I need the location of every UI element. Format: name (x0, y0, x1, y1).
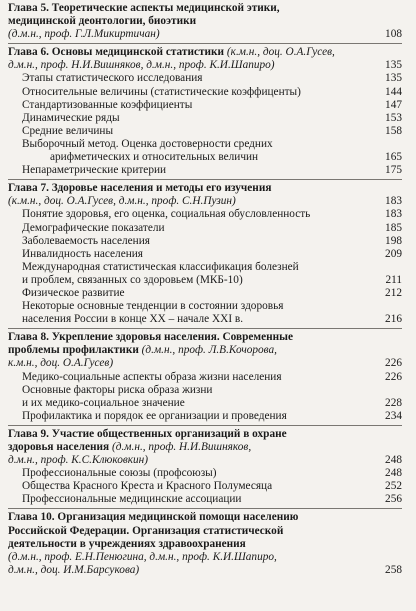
entry-title-continuation: и проблем, связанных со здоровьем (МКБ-10) (22, 273, 243, 286)
entry-title: Профессиональные медицинские ассоциации (22, 493, 242, 506)
divider (8, 179, 402, 180)
chapter-authors-line (8, 195, 402, 208)
chapter-authors: (д.м.н., проф. Г.Л.Микиртичан) (8, 28, 160, 41)
page-number: 211 (385, 273, 402, 286)
chapter-10 (8, 511, 402, 576)
list-item (8, 99, 402, 112)
page-number: 209 (385, 247, 402, 260)
entry-title: Динамические ряды (22, 111, 120, 124)
chapter-authors: (д.м.н., проф. Е.Н.Пенюгина, д.м.н., проф. К.И.Шапиро, (8, 550, 277, 563)
chapter-title-line: Глава 5. Теоретические аспекты медицинской этики, (8, 2, 280, 14)
list-item (8, 72, 402, 85)
page-number: 165 (385, 151, 402, 164)
list-item (8, 480, 402, 493)
chapter-authors-line (8, 454, 402, 467)
entry-title: Стандартизованные коэффициенты (22, 98, 193, 111)
list-item (8, 410, 402, 423)
chapter-title: Глава 8. Укрепление здоровья населения. Современные (8, 331, 293, 344)
chapter-9 (8, 428, 402, 507)
page-number: 135 (385, 72, 402, 85)
list-item (8, 371, 402, 384)
list-item (8, 86, 402, 99)
list-item (8, 125, 402, 138)
chapter-title-line (8, 46, 402, 59)
list-item (8, 287, 402, 300)
list-item (8, 112, 402, 125)
chapter-title (8, 2, 402, 28)
entry-title: Относительные величины (статистические коэффиценты) (22, 85, 301, 98)
list-item (8, 235, 402, 248)
entry-title: Медико-социальные аспекты образа жизни населения (22, 370, 282, 383)
divider (8, 508, 402, 509)
entry-title-continuation: арифметических и относительных величин (50, 151, 259, 164)
page-number: 158 (385, 124, 402, 137)
list-item (8, 384, 402, 410)
chapter-title-line (8, 344, 402, 357)
list-item (8, 300, 402, 326)
chapter-title-line: Глава 10. Организация медицинской помощи населению (8, 511, 299, 524)
page-number: 108 (385, 28, 402, 41)
divider (8, 328, 402, 329)
page-number: 226 (385, 357, 402, 370)
page-number: 256 (385, 493, 402, 506)
list-item (8, 261, 402, 287)
chapter-title: проблемы профилактики (8, 344, 139, 357)
chapter-authors-line (8, 28, 402, 41)
chapter-authors: (к.м.н., доц. О.А.Гусев, (226, 46, 335, 59)
chapter-title-line: деятельности в учреждениях здравоохранения (8, 537, 246, 550)
page-number: 144 (385, 85, 402, 98)
entry-title-continuation: и их медико-социальное значение (22, 396, 185, 409)
chapter-authors-line (8, 564, 402, 577)
chapter-authors: (к.м.н., доц. О.А.Гусев, д.м.н., проф. С.Н.Пузин) (8, 195, 236, 208)
entry-title: Профилактика и порядок ее организации и проведения (22, 409, 287, 422)
page-number: 135 (385, 59, 402, 72)
list-item (8, 138, 402, 164)
page-number: 248 (385, 467, 402, 480)
entry-title: Общества Красного Креста и Красного Полумесяца (22, 480, 273, 493)
chapter-6 (8, 46, 402, 177)
entry-title: Инвалидность населения (22, 247, 144, 260)
chapter-authors-line (8, 59, 402, 72)
chapter-title: Глава 7. Здоровье населения и методы его изучения (8, 182, 272, 195)
page-number: 234 (385, 409, 402, 422)
chapter-authors: д.м.н., проф. Н.И.Вишняков, д.м.н., проф. К.И.Шапиро) (8, 59, 275, 72)
chapter-7 (8, 182, 402, 326)
chapter-title-line: медицинской деонтологии, биоэтики (8, 15, 197, 28)
page-number: 198 (385, 234, 402, 247)
list-item (8, 467, 402, 480)
page-number: 252 (385, 480, 402, 493)
entry-title: Некоторые основные тенденции в состоянии здоровья (22, 300, 284, 313)
entry-title: Международная статистическая классификация болезней (22, 260, 299, 273)
page-number: 147 (385, 98, 402, 111)
chapter-title-line (8, 441, 402, 454)
entry-title: Демографические показатели (22, 221, 165, 234)
chapter-authors: д.м.н., доц. И.М.Барсукова) (8, 563, 140, 576)
chapter-title: Глава 6. Основы медицинской статистики (8, 46, 225, 59)
chapter-authors: (д.м.н., проф. Н.И.Вишняков, (112, 441, 252, 453)
page-number: 258 (385, 563, 402, 576)
list-item (8, 222, 402, 235)
entry-title: Профессиональные союзы (профсоюзы) (22, 467, 217, 480)
chapter-title-line: Российской Федерации. Организация статистической (8, 524, 284, 537)
chapter-title: здоровья населения (8, 441, 110, 453)
chapter-8 (8, 331, 402, 423)
page-number: 216 (385, 313, 402, 326)
entry-title: Физическое развитие (22, 286, 125, 299)
page-number: 183 (385, 195, 402, 208)
entry-title: Средние величины (22, 124, 114, 137)
chapter-authors: к.м.н., доц. О.А.Гусев) (8, 357, 114, 370)
list-item (8, 248, 402, 261)
chapter-authors: (д.м.н., проф. Л.В.Кочорова, (141, 344, 277, 357)
chapter-5 (8, 2, 402, 41)
divider (8, 425, 402, 426)
list-item (8, 493, 402, 506)
entry-title: Заболеваемость населения (22, 234, 150, 247)
page-number: 226 (385, 370, 402, 383)
chapter-title: Глава 9. Участие общественных организаций в охране (8, 427, 287, 440)
chapter-authors: д.м.н., проф. К.С.Клюковкин) (8, 454, 149, 467)
page-number: 212 (385, 286, 402, 299)
page-number: 185 (385, 221, 402, 234)
entry-title: Этапы статистического исследования (22, 72, 203, 85)
page-number: 248 (385, 454, 402, 467)
entry-title: Выборочный метод. Оценка достоверности средних (22, 137, 273, 150)
chapter-authors-line (8, 357, 402, 370)
page-number: 183 (385, 208, 402, 221)
divider (8, 43, 402, 44)
page-number: 228 (385, 396, 402, 409)
page-number: 153 (385, 111, 402, 124)
entry-title-continuation: населения России в конце XX – начале XXI в. (22, 313, 244, 326)
list-item (8, 208, 402, 221)
list-item (8, 164, 402, 177)
entry-title: Непараметрические критерии (22, 164, 167, 177)
entry-title: Основные факторы риска образа жизни (22, 383, 213, 396)
entry-title: Понятие здоровья, его оценка, социальная обусловленность (22, 208, 311, 221)
page-number: 175 (385, 164, 402, 177)
